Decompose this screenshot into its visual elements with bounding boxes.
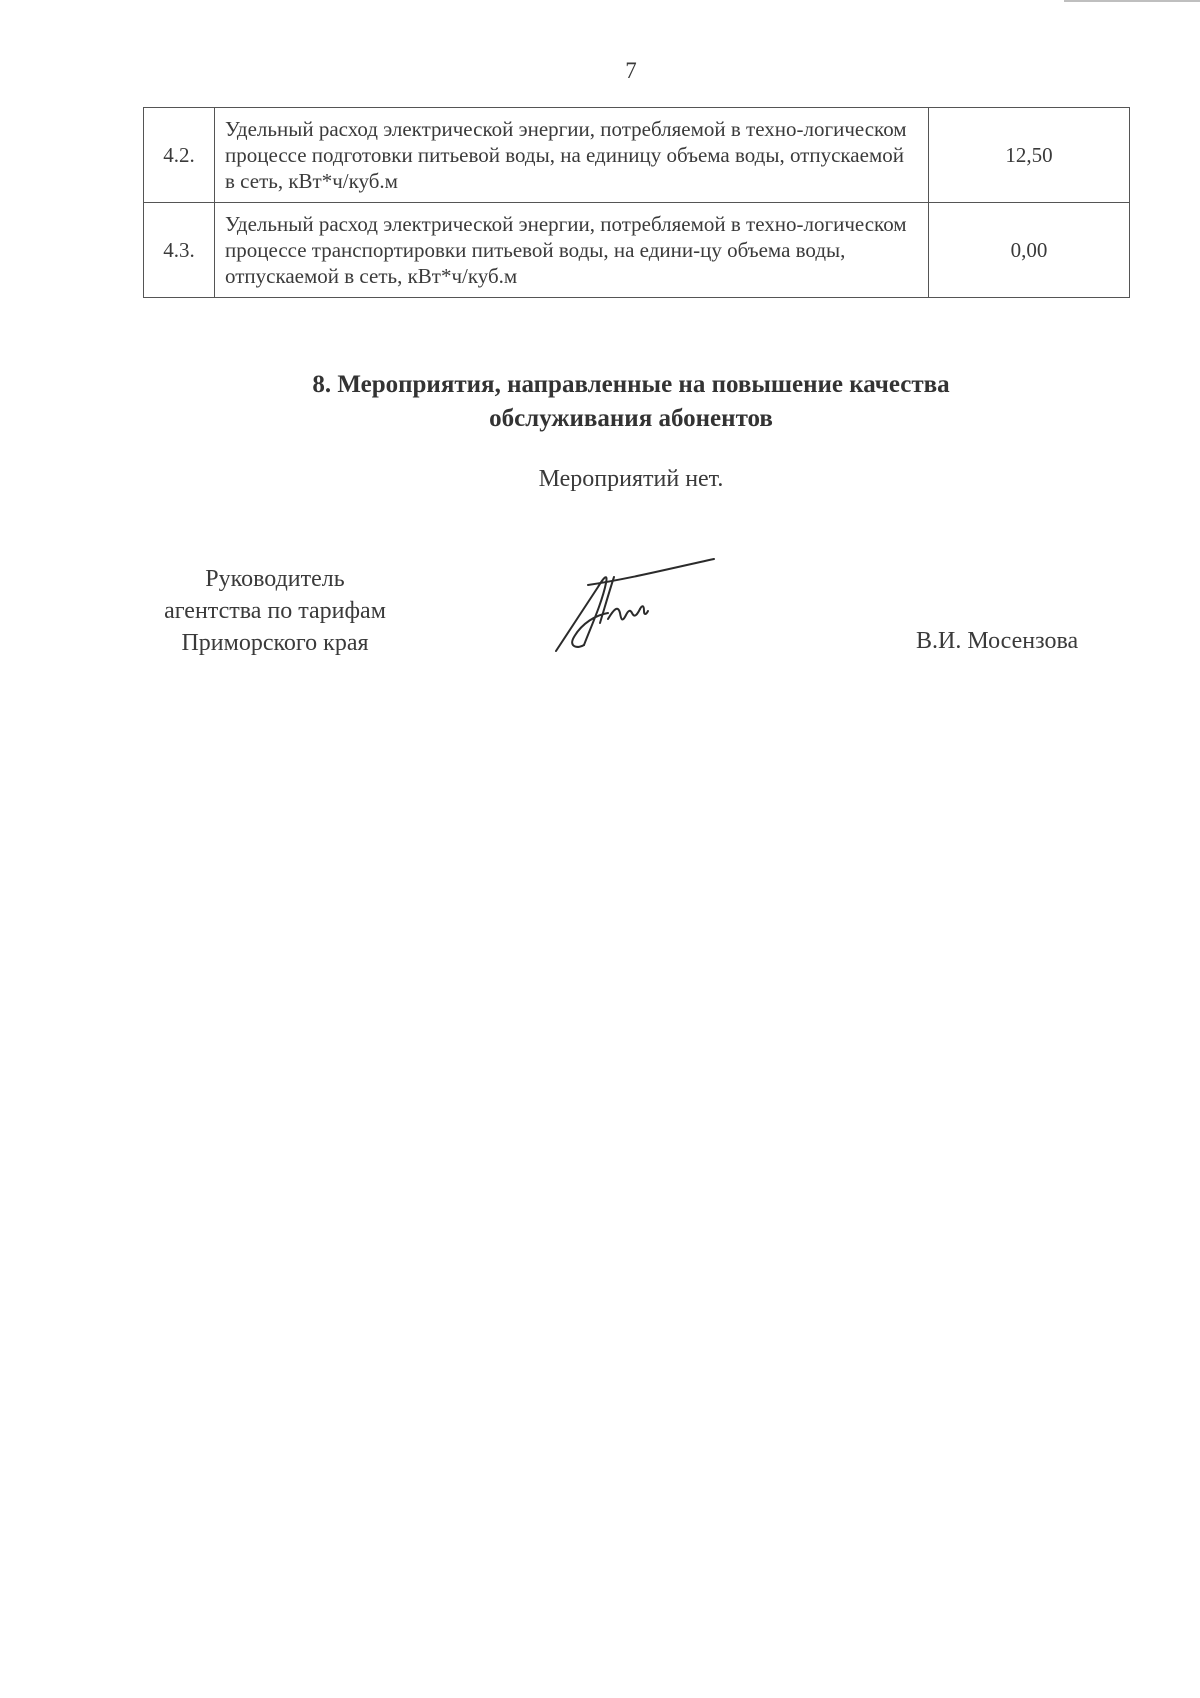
table-row xyxy=(144,108,1130,203)
page-number: 7 xyxy=(625,58,637,83)
row-description: Удельный расход электрической энергии, потребляемой в техно-логическом процессе подготовки питьевой воды, на единицу объема воды, отпускаемой в сеть, кВт*ч/куб.м xyxy=(215,108,929,203)
section-title-line: обслуживания абонентов xyxy=(489,405,773,432)
signer-position-line: Руководитель xyxy=(205,566,345,592)
signer-position xyxy=(120,563,430,659)
signer-position-line: агентства по тарифам xyxy=(164,598,386,624)
row-description: Удельный расход электрической энергии, потребляемой в техно-логическом процессе транспортировки питьевой воды, на едини-цу объема воды, отпускаемой в сеть, кВт*ч/куб.м xyxy=(215,203,929,298)
row-value: 0,00 xyxy=(929,203,1130,298)
scan-edge-mark xyxy=(1064,0,1200,2)
section-title xyxy=(0,368,1200,436)
row-value: 12,50 xyxy=(929,108,1130,203)
indicators-table xyxy=(143,107,1130,298)
section-title-line: 8. Мероприятия, направленные на повышение качества xyxy=(312,371,950,398)
signer-name: В.И. Мосензова xyxy=(916,628,1079,654)
table-row xyxy=(144,203,1130,298)
section-body: Мероприятий нет. xyxy=(538,466,724,492)
signer-position-line: Приморского края xyxy=(181,630,369,656)
signature-icon xyxy=(548,553,723,658)
row-number: 4.2. xyxy=(144,108,215,203)
row-number: 4.3. xyxy=(144,203,215,298)
